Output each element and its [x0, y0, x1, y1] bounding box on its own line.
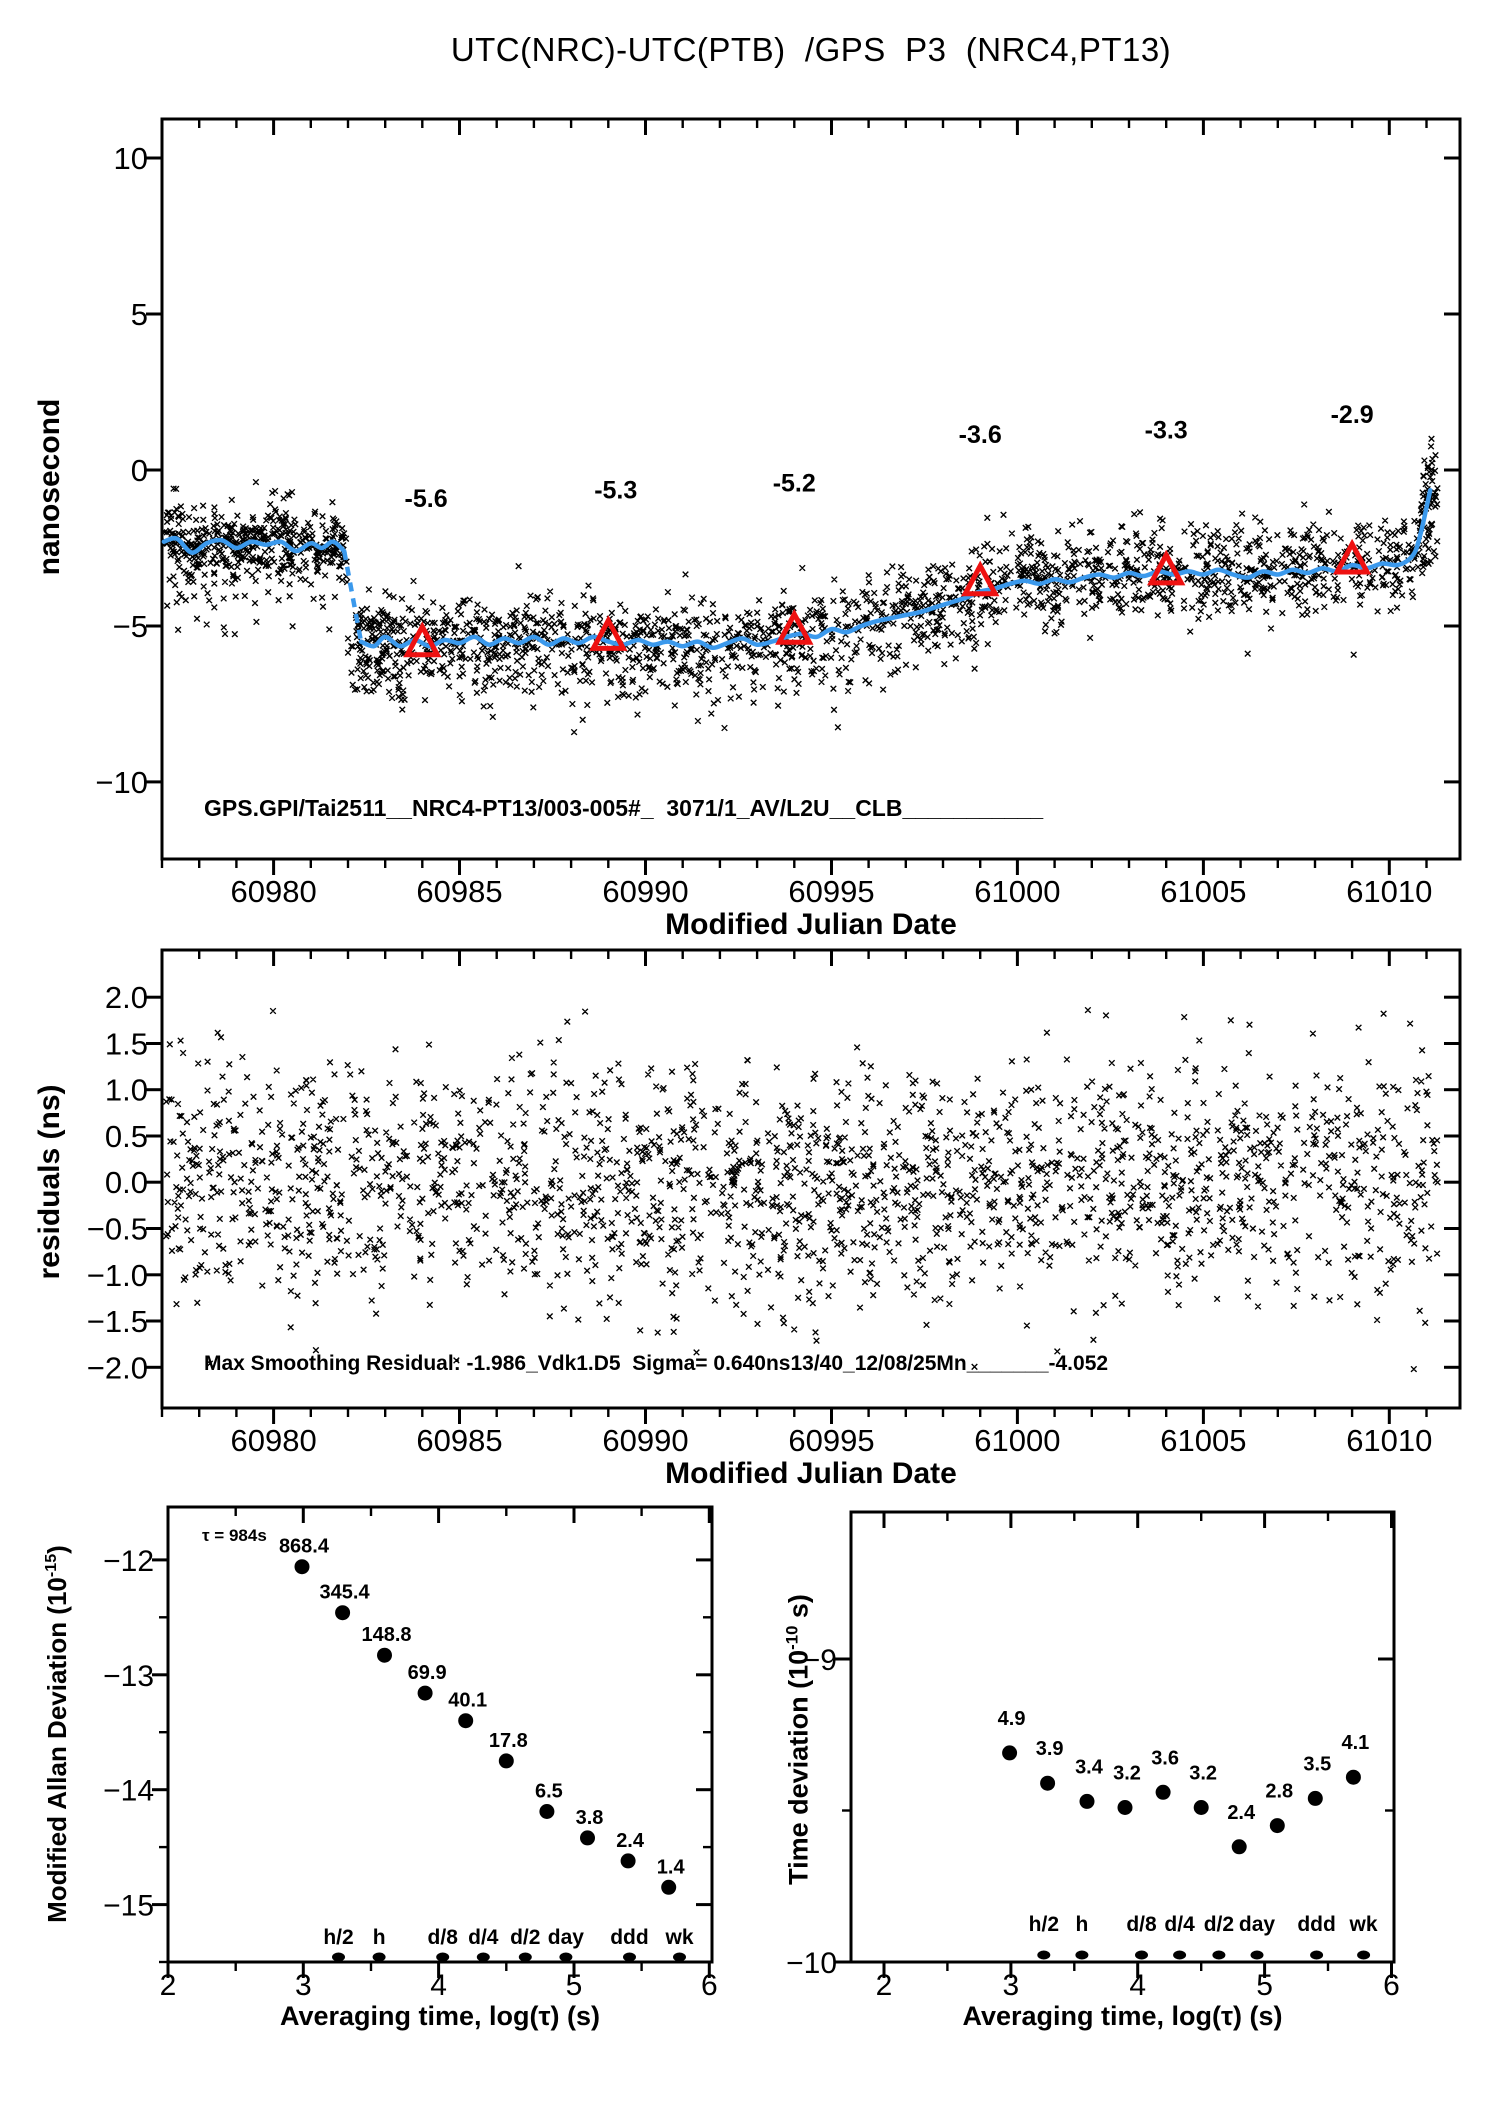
tdev-data-point — [1232, 1839, 1247, 1854]
mdev-tau-note: τ = 984s — [202, 1526, 267, 1545]
tdev-y-axis-label — [782, 1440, 814, 2040]
svg-text:2.0: 2.0 — [104, 980, 148, 1016]
time-scale-marker-label: h/2 — [1028, 1913, 1060, 1936]
svg-text:61000: 61000 — [974, 1423, 1061, 1458]
mdev-x-axis-label: Averaging time, log(τ) (s) — [279, 2001, 601, 2031]
residuals-x-axis-label: Modified Julian Date — [665, 1457, 957, 1490]
mdev-point-value-label: 6.5 — [534, 1780, 563, 1803]
tdev-point-value-label: 2.8 — [1265, 1780, 1294, 1803]
svg-text:3: 3 — [294, 1969, 312, 2002]
time-scale-marker-dot — [436, 1953, 449, 1962]
tdev-data-point — [1194, 1800, 1209, 1815]
tdev-point-value-label: 2.4 — [1227, 1801, 1256, 1824]
time-scale-marker-label: h — [1075, 1913, 1089, 1936]
phase-footer-id-string: GPS.GPI/Tai2511__NRC4-PT13/003-005#_ 3071/1_AV/L2U__CLB___________ — [204, 795, 1044, 821]
time-scale-marker-dot — [1135, 1951, 1148, 1960]
time-scale-marker-dot — [1075, 1951, 1088, 1960]
phase-annotation-value: -3.3 — [1144, 416, 1188, 445]
tdev-point-value-label: 3.5 — [1303, 1753, 1332, 1776]
tdev-x-axis-label: Averaging time, log(τ) (s) — [962, 2001, 1283, 2031]
tdev-data-point — [1308, 1791, 1323, 1806]
svg-text:60980: 60980 — [230, 874, 317, 909]
time-scale-marker-dot — [519, 1953, 532, 1962]
mdev-data-point — [377, 1648, 392, 1663]
svg-text:−14: −14 — [103, 1774, 154, 1808]
time-scale-marker-label: ddd — [610, 1926, 649, 1949]
tdev-y-label-prefix: Time deviation (10 — [783, 1649, 814, 1885]
svg-text:10: 10 — [113, 141, 148, 176]
phase-annotation-value: -2.9 — [1330, 400, 1374, 429]
svg-text:−10: −10 — [95, 764, 148, 800]
phase-y-axis-label: nanosecond — [33, 398, 66, 576]
tdev-y-label-exponent: -10 — [782, 1625, 802, 1650]
time-scale-marker-label: h/2 — [323, 1926, 354, 1949]
time-scale-marker-label: wk — [665, 1926, 694, 1949]
svg-text:61005: 61005 — [1160, 874, 1247, 909]
svg-text:−10: −10 — [786, 1947, 837, 1980]
svg-text:−9: −9 — [802, 1644, 837, 1677]
calibration-triangle-marker — [779, 614, 809, 642]
tdev-data-point — [1080, 1794, 1095, 1809]
phase-annotation-value: -3.6 — [958, 421, 1002, 450]
svg-text:60990: 60990 — [602, 874, 689, 909]
svg-text:4: 4 — [1129, 1969, 1147, 2002]
tdev-point-value-label: 4.1 — [1341, 1732, 1370, 1755]
svg-text:60985: 60985 — [416, 1423, 503, 1458]
mdev-y-label-prefix: Modified Allan Deviation (10 — [42, 1577, 72, 1923]
svg-text:2: 2 — [875, 1969, 893, 2002]
svg-text:3: 3 — [1002, 1969, 1020, 2002]
mdev-data-point — [580, 1830, 595, 1845]
phase-x-axis-label: Modified Julian Date — [665, 908, 957, 941]
tdev-y-label-suffix: s) — [783, 1594, 814, 1626]
svg-text:−5: −5 — [112, 609, 148, 644]
time-scale-marker-dot — [477, 1953, 490, 1962]
time-scale-marker-dot — [373, 1953, 386, 1962]
svg-text:−12: −12 — [103, 1544, 154, 1578]
mdev-point-value-label: 40.1 — [448, 1689, 488, 1712]
residuals-y-axis-label: residuals (ns) — [33, 1084, 66, 1280]
mdev-point-value-label: 345.4 — [319, 1581, 370, 1604]
mdev-point-value-label: 868.4 — [278, 1535, 330, 1558]
mdev-data-point — [418, 1686, 433, 1701]
time-scale-marker-label: day — [547, 1926, 584, 1949]
time-scale-marker-label: d/8 — [427, 1926, 458, 1949]
mdev-data-point — [539, 1804, 554, 1819]
mdev-point-value-label: 2.4 — [616, 1829, 645, 1852]
mdev-point-value-label: 17.8 — [488, 1729, 528, 1752]
tdev-point-value-label: 3.6 — [1151, 1747, 1180, 1770]
svg-text:61010: 61010 — [1346, 874, 1433, 909]
svg-text:6: 6 — [700, 1969, 718, 2002]
tdev-point-value-label: 3.4 — [1075, 1756, 1103, 1779]
mdev-data-point — [295, 1559, 310, 1574]
tdev-point-value-label: 3.2 — [1189, 1762, 1218, 1785]
svg-text:0: 0 — [130, 453, 148, 488]
time-scale-marker-label: wk — [1349, 1913, 1378, 1936]
time-scale-marker-label: d/8 — [1126, 1913, 1157, 1936]
svg-text:60980: 60980 — [230, 1423, 317, 1458]
time-scale-marker-dot — [1173, 1951, 1186, 1960]
svg-text:5: 5 — [1256, 1969, 1273, 2002]
phase-annotation-value: -5.2 — [772, 469, 816, 498]
svg-text:0.5: 0.5 — [104, 1119, 148, 1154]
svg-text:−1.0: −1.0 — [86, 1257, 148, 1293]
time-scale-marker-label: h — [372, 1926, 386, 1949]
svg-text:−2.0: −2.0 — [86, 1350, 148, 1386]
mdev-data-point — [621, 1853, 636, 1868]
tdev-data-point — [1346, 1770, 1361, 1785]
phase-annotation-value: -5.6 — [404, 485, 448, 514]
mdev-point-value-label: 148.8 — [361, 1624, 412, 1647]
svg-text:−13: −13 — [103, 1659, 154, 1693]
tdev-point-value-label: 3.2 — [1113, 1762, 1141, 1785]
tdev-data-point — [1118, 1800, 1133, 1815]
residuals-scatter-points — [164, 1007, 1441, 1372]
mdev-y-label-suffix: ) — [42, 1545, 72, 1554]
svg-text:60990: 60990 — [602, 1423, 689, 1458]
mdev-y-label-exponent: -15 — [42, 1553, 61, 1578]
time-scale-marker-dot — [1310, 1951, 1323, 1960]
svg-text:2: 2 — [159, 1969, 177, 2002]
time-scale-marker-label: d/4 — [1164, 1913, 1195, 1936]
tdev-data-point — [1156, 1785, 1171, 1800]
svg-text:−1.5: −1.5 — [86, 1304, 148, 1339]
svg-text:60995: 60995 — [788, 874, 875, 909]
svg-text:61010: 61010 — [1346, 1423, 1433, 1458]
tdev-point-value-label: 3.9 — [1035, 1738, 1064, 1761]
time-scale-marker-label: d/4 — [468, 1926, 499, 1949]
svg-text:1.5: 1.5 — [104, 1026, 148, 1062]
mdev-point-value-label: 69.9 — [407, 1662, 447, 1685]
svg-text:−15: −15 — [103, 1889, 154, 1923]
tdev-point-value-label: 4.9 — [997, 1707, 1026, 1730]
time-scale-marker-dot — [1212, 1951, 1225, 1960]
smoothed-curve-drop — [344, 551, 361, 642]
time-scale-marker-dot — [623, 1953, 636, 1962]
mdev-data-point — [499, 1753, 514, 1768]
mdev-data-point — [458, 1713, 473, 1728]
tdev-data-point — [1270, 1818, 1285, 1833]
svg-text:6: 6 — [1383, 1969, 1400, 2002]
mdev-data-point — [661, 1880, 676, 1895]
tdev-data-point — [1040, 1776, 1055, 1791]
time-scale-marker-dot — [673, 1953, 686, 1962]
svg-text:61005: 61005 — [1160, 1423, 1247, 1458]
mdev-y-axis-label — [44, 1434, 70, 2034]
time-scale-marker-label: d/2 — [1203, 1913, 1235, 1936]
time-scale-marker-dot — [1357, 1951, 1370, 1960]
svg-text:61000: 61000 — [974, 874, 1061, 909]
time-scale-marker-dot — [332, 1953, 345, 1962]
svg-text:−0.5: −0.5 — [86, 1211, 148, 1247]
phase-annotation-value: -5.3 — [594, 476, 638, 505]
svg-text:4: 4 — [430, 1969, 447, 2002]
residuals-footer-sigma-string: Max Smoothing Residual: -1.986_Vdk1.D5 Sigma= 0.640ns13/40_12/08/25Mn_______-4.052 — [204, 1352, 1109, 1375]
time-scale-marker-label: ddd — [1297, 1913, 1336, 1936]
tdev-data-point — [1002, 1745, 1017, 1760]
svg-text:60985: 60985 — [416, 874, 503, 909]
svg-text:5: 5 — [130, 297, 148, 332]
mdev-point-value-label: 1.4 — [656, 1856, 685, 1879]
time-scale-marker-dot — [1037, 1951, 1050, 1960]
svg-text:60995: 60995 — [788, 1423, 875, 1458]
time-scale-marker-label: d/2 — [510, 1926, 541, 1949]
time-scale-marker-label: day — [1238, 1913, 1276, 1936]
svg-text:0.0: 0.0 — [104, 1165, 148, 1201]
time-scale-marker-dot — [1251, 1951, 1264, 1960]
mdev-point-value-label: 3.8 — [575, 1806, 604, 1829]
page-title: UTC(NRC)-UTC(PTB) /GPS P3 (NRC4,PT13) — [450, 31, 1172, 68]
svg-text:1.0: 1.0 — [104, 1072, 148, 1108]
svg-text:5: 5 — [565, 1969, 583, 2002]
time-scale-marker-dot — [559, 1953, 572, 1962]
mdev-data-point — [335, 1605, 350, 1620]
